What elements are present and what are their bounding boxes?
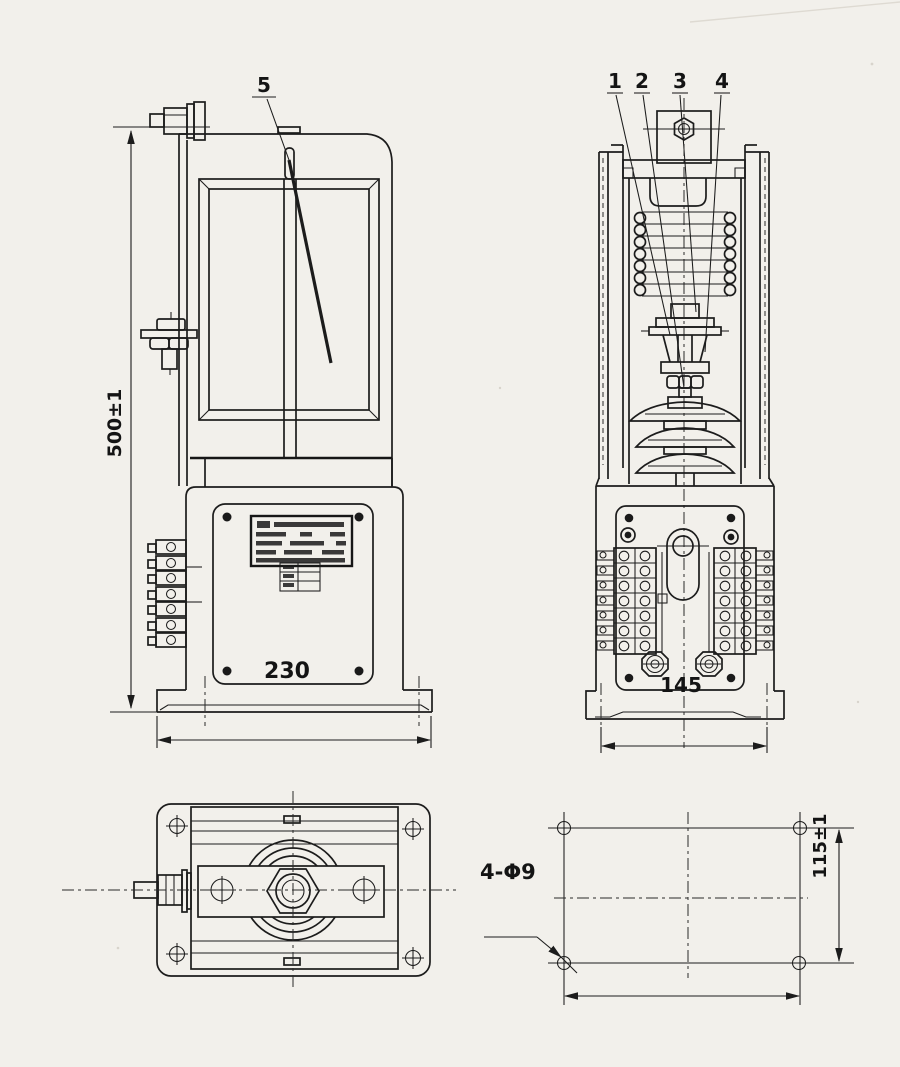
callout-1: 1 <box>608 69 622 93</box>
base-width-label: 230 <box>264 659 310 684</box>
callout-4: 4 <box>715 69 729 93</box>
callout-2: 2 <box>635 69 649 93</box>
height-dimension-label: 500±1 <box>104 388 126 458</box>
vertical-spacing-label: 115±1 <box>810 813 831 879</box>
hole-label: 4-Φ9 <box>480 860 536 884</box>
callout-3: 3 <box>673 69 687 93</box>
callout-lever: 5 <box>257 73 271 97</box>
front-width-label: 145 <box>660 673 702 697</box>
